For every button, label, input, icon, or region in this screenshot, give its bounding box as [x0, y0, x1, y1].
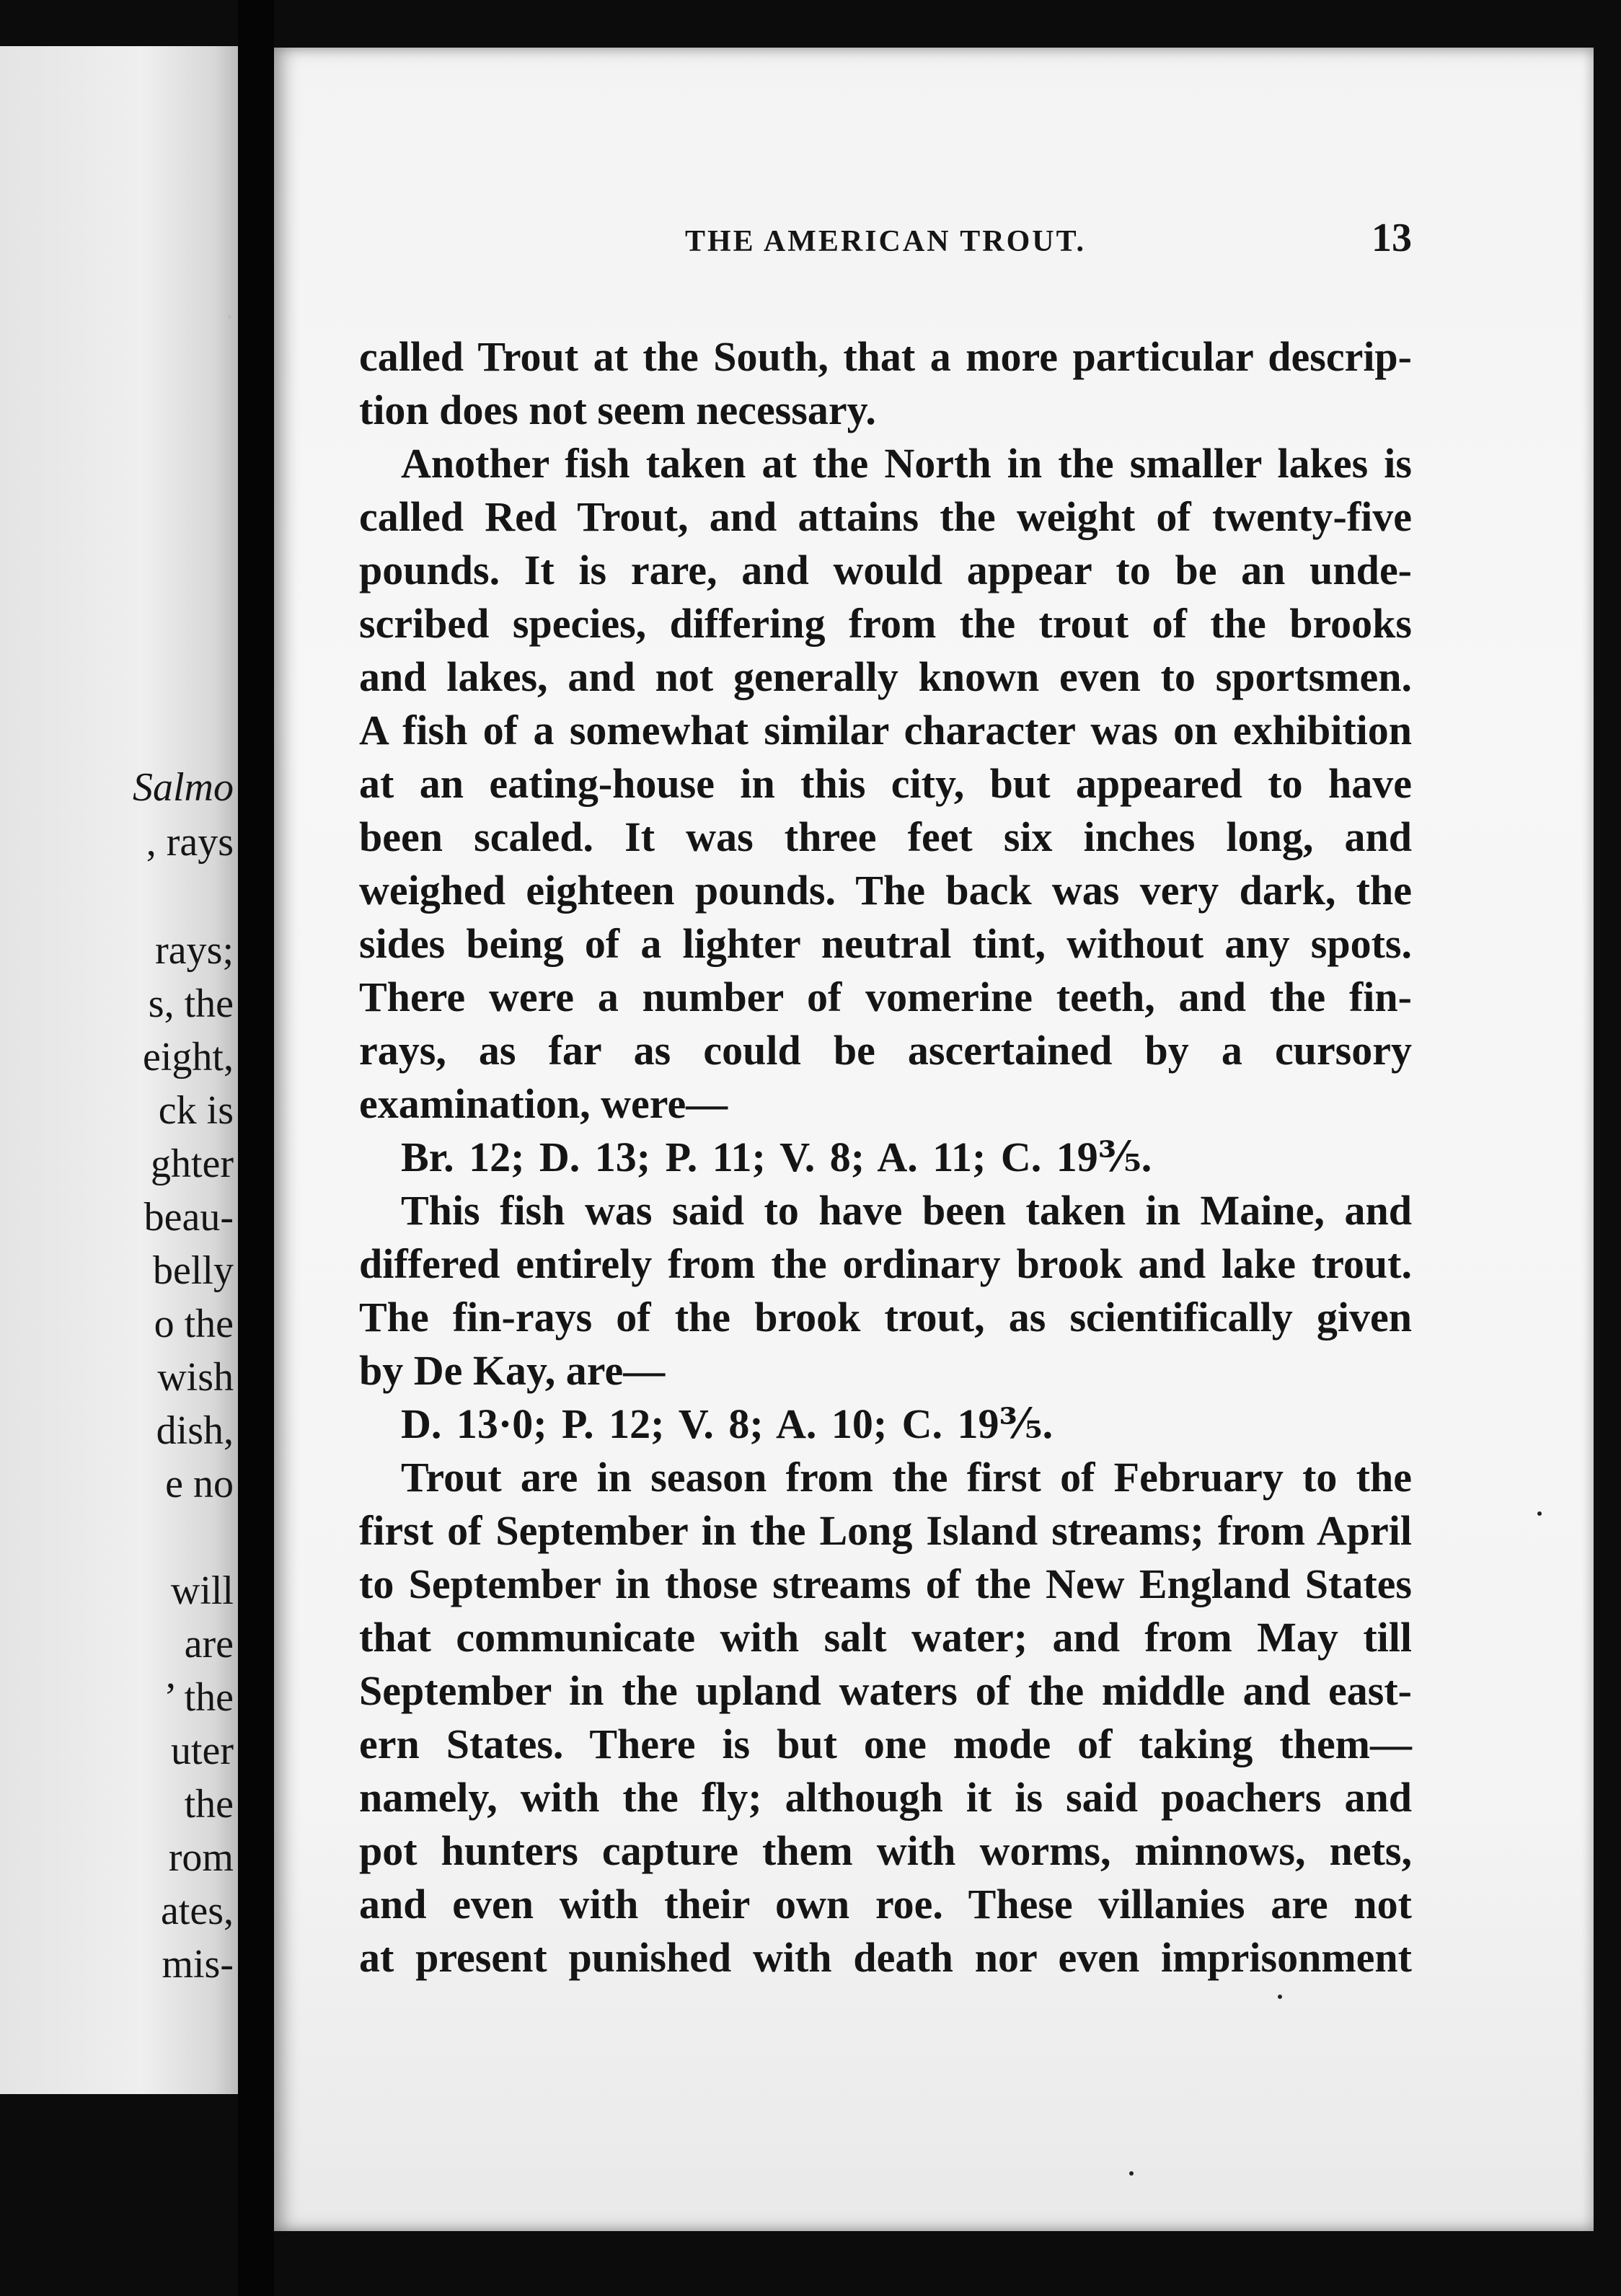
book-gutter [238, 0, 274, 2296]
facing-page-line: rom [168, 1835, 234, 1880]
facing-page-line: s, the [148, 981, 234, 1026]
facing-page-line: mis- [162, 1942, 234, 1987]
facing-page-line: uter [170, 1728, 234, 1773]
text-line: This fish was said to have been taken in Maine, and [401, 1187, 1412, 1234]
facing-page-line: o the [154, 1302, 234, 1346]
text-line: been scaled. It was three feet six inches long, and [359, 813, 1412, 860]
text-line: and lakes, and not generally known even to sportsmen. [359, 653, 1412, 700]
text-line: rays, as far as could be ascertained by a cursory [359, 1027, 1412, 1074]
facing-page-line: , rays [146, 820, 234, 865]
text-line: called Trout at the South, that a more particular descrip- [359, 333, 1412, 380]
text-line: pounds. It is rare, and would appear to be an unde- [359, 547, 1412, 593]
text-line: The fin-rays of the brook trout, as scientifically given [359, 1294, 1412, 1341]
text-line: called Red Trout, and attains the weight of twenty-five [359, 493, 1412, 540]
facing-page-line: rays; [155, 928, 234, 973]
facing-page-line: are [184, 1622, 234, 1666]
print-speck [1278, 1995, 1282, 1999]
text-line: weighed eighteen pounds. The back was very dark, the [359, 867, 1412, 914]
facing-page [0, 46, 238, 2094]
text-line: first of September in the Long Island streams; from April [359, 1507, 1412, 1554]
text-line: differed entirely from the ordinary brook and lake trout. [359, 1240, 1412, 1287]
text-line: sides being of a lighter neutral tint, without any spots. [359, 920, 1412, 967]
running-head: THE AMERICAN TROUT. [685, 225, 1087, 258]
text-line: and even with their own roe. These villanies are not [359, 1881, 1412, 1928]
print-speck [1129, 2171, 1134, 2176]
page-number: 13 [1372, 216, 1412, 260]
text-line: examination, were— [359, 1080, 728, 1127]
bleed-through-text: · [224, 299, 235, 335]
facing-page-line: dish, [156, 1408, 234, 1453]
text-line: Another fish taken at the North in the smaller lakes is [401, 440, 1412, 487]
facing-page-line: wish [157, 1355, 234, 1400]
facing-page-line: belly [153, 1248, 234, 1293]
text-line: to September in those streams of the New England States [359, 1560, 1412, 1607]
text-line: at an eating-house in this city, but appeared to have [359, 760, 1412, 807]
text-line: tion does not seem necessary. [359, 387, 876, 433]
facing-page-line: ck is [158, 1088, 234, 1133]
facing-page-line: e no [165, 1462, 234, 1506]
body-text [359, 330, 1412, 1984]
text-line: by De Kay, are— [359, 1347, 666, 1394]
facing-page-line: ghter [150, 1142, 234, 1186]
facing-page-line: will [170, 1568, 234, 1613]
text-line: September in the upland waters of the middle and east- [359, 1667, 1412, 1714]
text-line: namely, with the fly; although it is said poachers and [359, 1774, 1412, 1821]
print-speck [1537, 1511, 1542, 1516]
text-line: Trout are in season from the first of February to the [401, 1454, 1412, 1501]
facing-page-line: beau- [143, 1195, 234, 1240]
text-line: at present punished with death nor even imprisonment [359, 1934, 1412, 1981]
text-line: that communicate with salt water; and from May till [359, 1614, 1412, 1661]
fin-ray-formula: Br. 12; D. 13; P. 11; V. 8; A. 11; C. 19⅗. [401, 1134, 1152, 1180]
text-line: There were a number of vomerine teeth, and the fin- [359, 973, 1412, 1020]
book-page [274, 48, 1594, 2231]
facing-page-line: eight, [143, 1035, 234, 1079]
facing-page-line: the [184, 1782, 234, 1827]
facing-page-line: ates, [160, 1889, 234, 1933]
text-line: pot hunters capture them with worms, minnows, nets, [359, 1827, 1412, 1874]
text-line: scribed species, differing from the trout of the brooks [359, 600, 1412, 647]
text-line: A fish of a somewhat similar character was on exhibition [359, 707, 1412, 754]
facing-page-line: Salmo [133, 765, 234, 810]
facing-page-line: ’ the [164, 1675, 234, 1720]
fin-ray-formula: D. 13·0; P. 12; V. 8; A. 10; C. 19⅗. [401, 1400, 1054, 1447]
text-line: ern States. There is but one mode of taking them— [359, 1721, 1412, 1767]
